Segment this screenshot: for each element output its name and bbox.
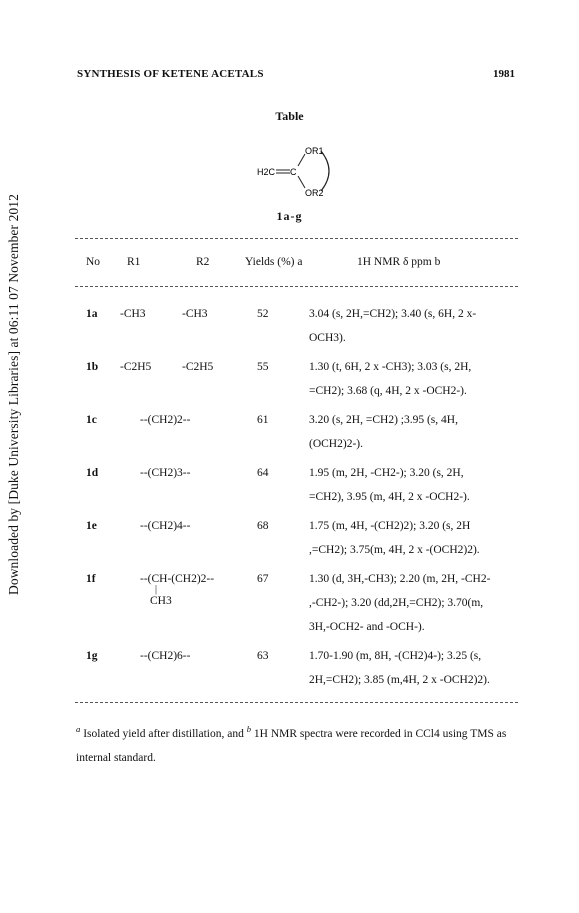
- nmr-line: 3H,-OCH2- and -OCH-).: [309, 621, 425, 633]
- r2-value: -C2H5: [182, 361, 214, 373]
- r1-value: -C2H5: [120, 361, 152, 373]
- footnote-a-text: Isolated yield after distillation, and: [83, 727, 244, 740]
- nmr-line: (OCH2)2-).: [309, 438, 363, 450]
- footnote-marker-b: b: [246, 724, 252, 734]
- r1r2-value: --(CH2)2--: [140, 414, 191, 426]
- compound-id: 1a: [86, 308, 98, 320]
- header-nmr: 1H NMR δ ppm b: [357, 256, 441, 268]
- nmr-line: OCH3).: [309, 332, 346, 344]
- top-rule: [75, 238, 518, 239]
- nmr-line: 1.30 (t, 6H, 2 x -CH3); 3.03 (s, 2H,: [309, 361, 472, 373]
- r1r2-value: --(CH-(CH2)2--: [140, 573, 215, 585]
- nmr-data: [309, 408, 458, 456]
- bottom-rule: [75, 702, 518, 703]
- nmr-data: [309, 461, 470, 509]
- header-yields: Yields (%) a: [245, 256, 303, 268]
- yield-value: 64: [257, 467, 269, 479]
- yield-value: 67: [257, 573, 269, 585]
- r1-value: -CH3: [120, 308, 146, 320]
- nmr-line: 1.95 (m, 2H, -CH2-); 3.20 (s, 2H,: [309, 467, 464, 479]
- table-footnote: [76, 717, 521, 770]
- compound-id: 1e: [86, 520, 97, 532]
- or2-label: OR2: [305, 188, 324, 198]
- bond-lower: [298, 176, 305, 188]
- nmr-data: [309, 355, 471, 403]
- compound-id: 1d: [86, 467, 99, 479]
- nmr-line: 1.70-1.90 (m, 8H, -(CH2)4-); 3.25 (s,: [309, 650, 482, 662]
- nmr-data: [309, 302, 476, 350]
- nmr-data: [309, 514, 480, 562]
- header-no: No: [86, 256, 101, 268]
- header-rule: [75, 286, 518, 287]
- compound-id: 1c: [86, 414, 97, 426]
- r1r2-value: --(CH2)3--: [140, 467, 191, 479]
- yield-value: 61: [257, 414, 269, 426]
- nmr-line: ,=CH2); 3.75(m, 4H, 2 x -(OCH2)2).: [309, 544, 480, 556]
- yield-value: 52: [257, 308, 269, 320]
- nmr-line: ,-CH2-); 3.20 (dd,2H,=CH2); 3.70(m,: [309, 597, 484, 609]
- yield-value: 68: [257, 520, 269, 532]
- r1r2-value: --(CH2)4--: [140, 520, 191, 532]
- r2-value: -CH3: [182, 308, 208, 320]
- nmr-line: 3.20 (s, 2H, =CH2) ;3.95 (s, 4H,: [309, 414, 458, 426]
- nmr-line: 1.30 (d, 3H,-CH3); 2.20 (m, 2H, -CH2-: [309, 573, 491, 585]
- nmr-data: [309, 644, 490, 692]
- download-watermark: Downloaded by [Duke University Libraries] at 06:11 07 November 2012: [6, 194, 21, 595]
- structure-label: 1a-g: [276, 209, 303, 223]
- yield-value: 55: [257, 361, 269, 373]
- or1-label: OR1: [305, 146, 324, 156]
- ketene-acetal-structure: [255, 139, 335, 203]
- nmr-line: 1.75 (m, 4H, -(CH2)2); 3.20 (s, 2H: [309, 520, 471, 532]
- ch2-label: H2C: [257, 167, 276, 177]
- r1r2-value: --(CH2)6--: [140, 650, 191, 662]
- header-r1: R1: [127, 256, 141, 268]
- bond-upper: [298, 154, 305, 166]
- carbon-label: C: [290, 167, 297, 177]
- nmr-line: =CH2); 3.68 (q, 4H, 2 x -OCH2-).: [309, 385, 467, 397]
- nmr-line: 3.04 (s, 2H,=CH2); 3.40 (s, 6H, 2 x-: [309, 308, 477, 320]
- header-r2: R2: [196, 256, 210, 268]
- nmr-data: [309, 567, 490, 639]
- footnote-marker-a: a: [76, 724, 81, 734]
- compound-id: 1g: [86, 650, 98, 662]
- compound-id: 1b: [86, 361, 99, 373]
- yield-value: 63: [257, 650, 269, 662]
- branch-bond: |: [155, 584, 158, 595]
- running-head-title: SYNTHESIS OF KETENE ACETALS: [77, 68, 264, 80]
- ring-bracket: [321, 151, 329, 191]
- nmr-line: 2H,=CH2); 3.85 (m,4H, 2 x -OCH2)2).: [309, 674, 490, 686]
- r1r2-substituent: CH3: [150, 595, 172, 607]
- page-number: 1981: [493, 68, 515, 80]
- table-title: Table: [275, 109, 304, 123]
- compound-id: 1f: [86, 573, 96, 585]
- nmr-line: =CH2), 3.95 (m, 4H, 2 x -OCH2-).: [309, 491, 470, 503]
- footnote-b-text: 1H NMR spectra were recorded in CCl4 using TMS as internal standard.: [76, 727, 507, 764]
